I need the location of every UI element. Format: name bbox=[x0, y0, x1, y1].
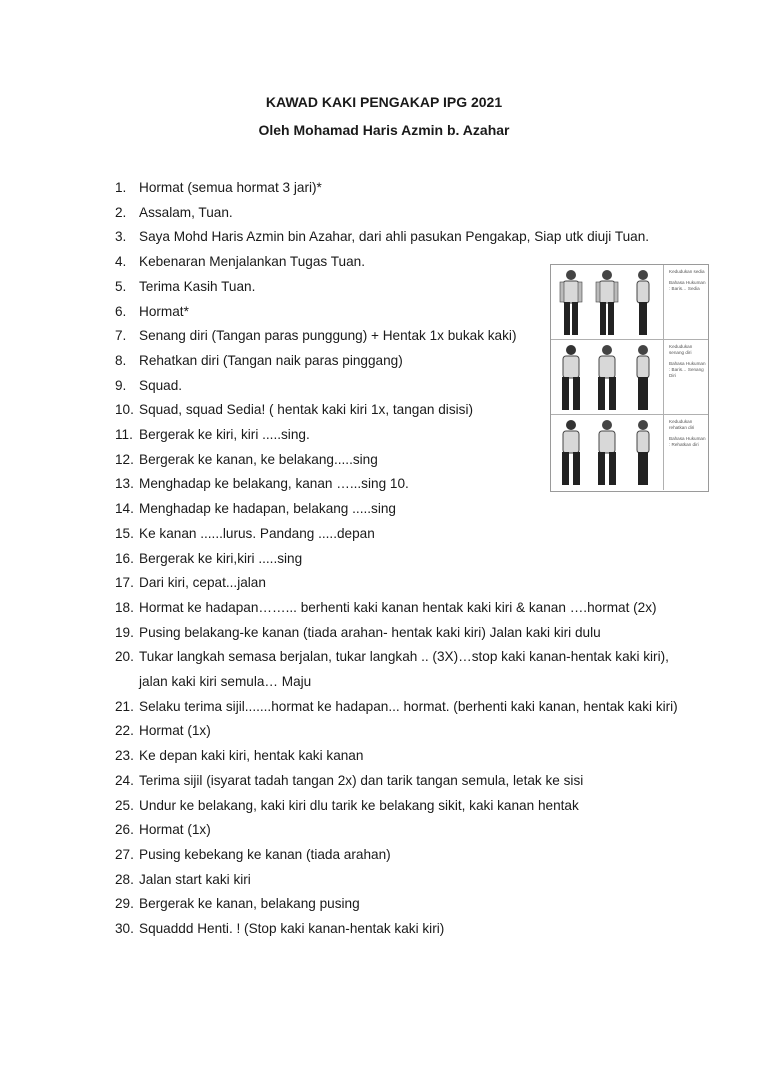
figure-row-sedia bbox=[551, 265, 708, 340]
list-item bbox=[0, 571, 768, 596]
list-item bbox=[0, 497, 768, 522]
list-item bbox=[0, 769, 768, 794]
step-number: 21. bbox=[115, 698, 134, 714]
step-number: 8. bbox=[115, 352, 127, 368]
document-author: Oleh Mohamad Haris Azmin b. Azahar bbox=[258, 122, 510, 138]
step-number: 2. bbox=[115, 204, 127, 220]
step-text: Hormat (1x) bbox=[139, 822, 211, 838]
list-item bbox=[0, 596, 768, 621]
step-number: 14. bbox=[115, 501, 134, 517]
list-item bbox=[0, 794, 768, 819]
person-front-icon bbox=[591, 344, 623, 412]
list-item bbox=[0, 892, 768, 917]
step-text: Squad, squad Sedia! ( hentak kaki kiri 1x, tangan disisi) bbox=[139, 402, 473, 418]
person-side-icon bbox=[627, 269, 659, 337]
step-number: 22. bbox=[115, 723, 134, 739]
step-text: Ke depan kaki kiri, hentak kaki kanan bbox=[139, 748, 364, 764]
step-text: Jalan start kaki kiri bbox=[139, 871, 251, 887]
step-number: 11. bbox=[115, 427, 133, 443]
person-side-icon bbox=[627, 419, 659, 487]
step-text: Kebenaran Menjalankan Tugas Tuan. bbox=[139, 254, 365, 270]
step-text: Hormat (semua hormat 3 jari)* bbox=[139, 180, 322, 195]
figure-caption: Kedudukan sedia Bahasa Hukuman : Baris… Sedia bbox=[669, 269, 706, 291]
step-number: 4. bbox=[115, 254, 127, 270]
person-front-icon bbox=[591, 269, 623, 337]
step-number: 6. bbox=[115, 303, 127, 319]
step-number: 30. bbox=[115, 921, 134, 937]
list-item bbox=[0, 744, 768, 769]
step-text: Ke kanan ......lurus. Pandang .....depan bbox=[139, 525, 375, 541]
step-text: Tukar langkah semasa berjalan, tukar langkah .. (3X)…stop kaki kanan-hentak kaki kiri), jalan kaki kiri semula… Maju bbox=[139, 649, 669, 690]
step-number: 9. bbox=[115, 377, 127, 393]
list-item bbox=[0, 843, 768, 868]
figure-caption: Kedudukan rehatkan diri Bahasa Hukuman : Rehatkan diri bbox=[669, 419, 706, 447]
person-front-icon bbox=[591, 419, 623, 487]
list-item bbox=[0, 225, 768, 250]
step-text: Selaku terima sijil.......hormat ke hadapan... hormat. (berhenti kaki kanan, hentak kaki kiri) bbox=[139, 698, 678, 714]
step-text: Hormat* bbox=[139, 303, 189, 319]
list-item bbox=[0, 818, 768, 843]
step-number: 27. bbox=[115, 846, 134, 862]
step-text: Bergerak ke kanan, belakang pusing bbox=[139, 896, 360, 912]
figure-row-senang-diri bbox=[551, 340, 708, 415]
step-number: 16. bbox=[115, 550, 134, 566]
list-item bbox=[0, 547, 768, 572]
step-text: Rehatkan diri (Tangan naik paras pinggang) bbox=[139, 352, 403, 368]
figure-illustrations bbox=[551, 340, 664, 415]
step-text: Pusing belakang-ke kanan (tiada arahan- hentak kaki kiri) Jalan kaki kiri dulu bbox=[139, 624, 601, 640]
step-text: Bergerak ke kanan, ke belakang.....sing bbox=[139, 451, 378, 467]
step-number: 25. bbox=[115, 797, 134, 813]
figure-caption: Kedudukan senang diri Bahasa Hukuman : Baris… Senang Diri bbox=[669, 344, 706, 378]
step-number: 29. bbox=[115, 896, 134, 912]
step-text: Bergerak ke kiri,kiri .....sing bbox=[139, 550, 303, 566]
list-item bbox=[0, 621, 768, 646]
figure-illustrations bbox=[551, 415, 664, 490]
step-text: Senang diri (Tangan paras punggung) + Hentak 1x bukak kaki) bbox=[139, 328, 517, 344]
step-text: Bergerak ke kiri, kiri .....sing. bbox=[139, 427, 310, 443]
list-item bbox=[0, 522, 768, 547]
step-number: 7. bbox=[115, 328, 127, 344]
person-side-icon bbox=[627, 344, 659, 412]
step-text: Menghadap ke hadapan, belakang .....sing bbox=[139, 501, 396, 517]
step-number: 12. bbox=[115, 451, 134, 467]
list-item bbox=[0, 868, 768, 893]
person-back-icon bbox=[555, 419, 587, 487]
step-text: Assalam, Tuan. bbox=[139, 204, 233, 220]
step-text: Undur ke belakang, kaki kiri dlu tarik ke belakang sikit, kaki kanan hentak bbox=[139, 797, 579, 813]
step-text: Pusing kebekang ke kanan (tiada arahan) bbox=[139, 846, 391, 862]
step-number: 13. bbox=[115, 476, 134, 492]
step-number: 19. bbox=[115, 624, 134, 640]
list-item bbox=[0, 645, 768, 694]
step-number: 17. bbox=[115, 575, 134, 591]
step-text: Menghadap ke belakang, kanan …...sing 10. bbox=[139, 476, 409, 492]
step-number: 1. bbox=[115, 180, 127, 195]
step-text: Hormat (1x) bbox=[139, 723, 211, 739]
step-text: Hormat ke hadapan……... berhenti kaki kanan hentak kaki kiri & kanan ….hormat (2x) bbox=[139, 599, 657, 615]
step-number: 3. bbox=[115, 229, 127, 245]
step-number: 18. bbox=[115, 599, 134, 615]
person-back-icon bbox=[555, 344, 587, 412]
step-text: Squad. bbox=[139, 377, 183, 393]
step-text: Dari kiri, cepat...jalan bbox=[139, 575, 266, 591]
step-number: 15. bbox=[115, 525, 134, 541]
step-text: Saya Mohd Haris Azmin bin Azahar, dari ahli pasukan Pengakap, Siap utk diuji Tuan. bbox=[139, 229, 650, 245]
list-item bbox=[0, 695, 768, 720]
step-text: Squaddd Henti. ! (Stop kaki kanan-hentak kaki kiri) bbox=[139, 921, 445, 937]
step-number: 26. bbox=[115, 822, 134, 838]
step-text: Terima sijil (isyarat tadah tangan 2x) dan tarik tangan semula, letak ke sisi bbox=[139, 772, 584, 788]
drill-position-figure bbox=[550, 264, 709, 492]
step-number: 5. bbox=[115, 278, 127, 294]
list-item bbox=[0, 917, 768, 942]
list-item bbox=[0, 176, 768, 201]
figure-illustrations bbox=[551, 265, 664, 340]
figure-row-rehatkan-diri bbox=[551, 415, 708, 490]
list-item bbox=[0, 201, 768, 226]
step-number: 10. bbox=[115, 402, 134, 418]
person-front-icon bbox=[555, 269, 587, 337]
list-item bbox=[0, 719, 768, 744]
step-number: 20. bbox=[115, 649, 134, 665]
step-number: 24. bbox=[115, 772, 134, 788]
document-title: KAWAD KAKI PENGAKAP IPG 2021 bbox=[265, 94, 503, 110]
step-number: 28. bbox=[115, 871, 134, 887]
step-number: 23. bbox=[115, 748, 134, 764]
step-text: Terima Kasih Tuan. bbox=[139, 278, 256, 294]
